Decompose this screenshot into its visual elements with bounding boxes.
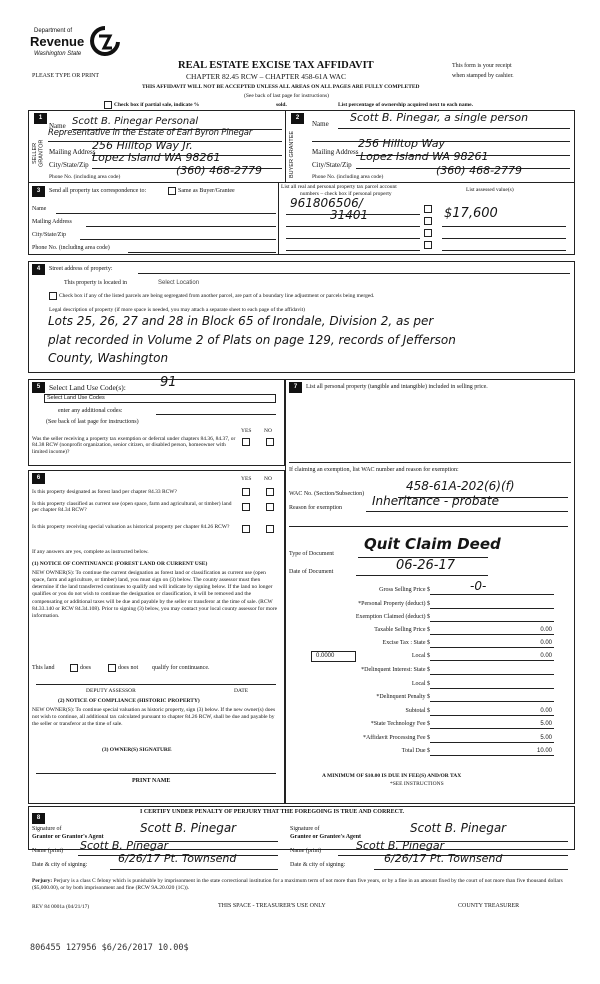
land-use-code[interactable]: 91 [160,375,177,390]
section-4-badge: 4 [32,264,45,275]
excise-state-value[interactable]: 0.00 [540,640,552,646]
this-land-label: This land [32,665,55,671]
gross-price-label: Gross Selling Price $ [379,587,430,593]
buyer-city-label: City/State/Zip [312,161,352,169]
grantee-print-name[interactable]: Scott B. Pinegar [356,839,445,852]
buyer-addr-label: Mailing Address [312,148,359,156]
wac-label: WAC No. (Section/Subsection) [289,491,365,497]
does-not-label: does not [118,665,139,671]
section-6-badge: 6 [32,473,45,484]
seller-name-2[interactable]: Representative in the Estate of Earl Byron Pinegar [48,128,253,138]
section-5-badge: 5 [32,382,45,393]
sec5-question: Was the seller receiving a property tax exemption or deferral under chapters 84.36, 84.37, or 84.38 RCW (nonprofit organization, senior citizen, or disabled person, homeowner with limited income)? [32,436,236,455]
grantor-date-city[interactable]: 6/26/17 Pt. Townsend [118,852,237,865]
parcel-number-2[interactable]: 31401 [330,208,369,222]
street-label: Street address of property: [49,266,113,272]
section-7-badge: 7 [289,382,302,393]
form-warning: THIS AFFIDAVIT WILL NOT BE ACCEPTED UNLESS ALL AREAS ON ALL PAGES ARE FULLY COMPLETED [142,84,420,90]
form-chapter: CHAPTER 82.45 RCW – CHAPTER 458-61A WAC [186,72,346,81]
form-see: (See back of last page for instructions) [244,93,329,99]
buyer-phone-label: Phone No. (including area code) [312,174,384,180]
buyer-address[interactable]: 256 Hilltop Way [358,137,445,150]
sec6-q3-no[interactable] [266,525,274,533]
sec6-question-3: Is this property receiving special valuation as historical property per chapter 84.26 RCW? [32,524,230,530]
gross-price-value[interactable]: -0- [470,579,487,593]
grantee-date-city[interactable]: 6/26/17 Pt. Townsend [384,852,503,865]
sec6-q1-yes[interactable] [242,488,250,496]
delinquent-local-label: Local $ [411,681,430,687]
sec6-q1-no[interactable] [266,488,274,496]
buyer-side-label: BUYER GRANTEE [289,130,295,178]
logo-name: Revenue [30,34,85,49]
corr-city-label: City/State/Zip [32,232,66,238]
legal-line-1[interactable]: Lots 25, 26, 27 and 28 in Block 65 of Irondale, Division 2, as per [48,314,434,328]
receipt-note-2: when stamped by cashier. [452,73,514,79]
same-as-buyer-checkbox[interactable] [168,187,176,195]
compliance-body: NEW OWNER(S): To continue special valuation as historic property, sign (3) below. If the new owner(s) does not wish to continue, all additional tax calculated pursuant to chapter 84.26 RCW, shall be due and payable by the seller or transferor at the time of sale. [32,707,276,728]
affidavit-fee-value[interactable]: 5.00 [540,735,552,741]
buyer-phone[interactable]: (360) 468-2779 [436,164,523,177]
personal-property-checkbox-1[interactable] [424,205,432,213]
personal-deduct-label: *Personal Property (deduct) $ [358,601,430,607]
total-due-value[interactable]: 10.00 [536,748,552,754]
does-checkbox[interactable] [70,664,78,672]
personal-property-checkbox-3[interactable] [424,229,432,237]
form-revision: REV 84 0001a (04/21/17) [32,904,90,910]
segregated-checkbox[interactable] [49,292,57,300]
subtotal-value[interactable]: 0.00 [540,708,552,714]
seller-name-label: Name [49,122,66,130]
subtotal-label: Subtotal $ [405,708,430,714]
parcel-number-1[interactable]: 961806506/ [290,196,363,210]
treasurer-use-label: THIS SPACE - TREASURER'S USE ONLY [218,903,326,909]
seller-addr-label: Mailing Address [49,148,96,156]
sec5-no-header: NO [264,428,272,434]
corr-addr-label: Mailing Address [32,219,72,225]
does-label: does [80,665,91,671]
logo-state: Washington State [34,51,82,57]
seller-city-label: City/State/Zip [49,161,89,169]
land-use-dropdown-text: Select Land Use Codes [47,395,105,401]
assessed-value[interactable]: $17,600 [444,206,498,221]
see-instructions-note: *SEE INSTRUCTIONS [390,781,444,787]
delinquent-penalty-label: *Delinquent Penalty $ [376,694,430,700]
wac-number[interactable]: 458-61A-202(6)(f) [406,479,515,493]
same-as-buyer-label: Same as Buyer/Grantee [178,188,235,194]
compliance-title: (2) NOTICE OF COMPLIANCE (HISTORIC PROPERTY) [58,698,200,704]
cashier-stamp: 806455 127956 $6/26/2017 10.00$ [30,943,189,953]
grantor-sig-label-2: Grantor or Grantor's Agent [32,834,104,840]
legal-label: Legal description of property (if more space is needed, you may attach a separate sheet to each page of the affidavit) [49,307,305,313]
delinquent-state-label: *Delinquent Interest: State $ [361,667,430,673]
segregated-label: Check box if any of the listed parcels are being segregated from another parcel, are part of a boundary line adjustment or parcels being merged. [59,293,375,299]
logo-dept: Department of [34,28,73,34]
seller-side-label: SELLER GRANTOR [32,139,45,167]
personal-property-label: List all personal property (tangible and intangible) included in selling price. [306,384,488,390]
doctype-label: Type of Document [289,551,334,557]
grantor-date-label: Date & city of signing: [32,862,88,868]
print-name-label: PRINT NAME [132,778,171,784]
grantee-date-label: Date & city of signing: [290,862,346,868]
grantee-sig-label-2: Grantee or Grantee's Agent [290,834,362,840]
docdate-label: Date of Document [289,569,334,575]
form-title: REAL ESTATE EXCISE TAX AFFIDAVIT [178,60,374,71]
section-3-badge: 3 [32,186,45,197]
buyer-name-label: Name [312,120,329,128]
excise-local-label: Local $ [411,653,430,659]
deputy-date-label: DATE [234,688,249,694]
land-use-see: (See back of last page for instructions) [46,419,139,425]
land-use-label: Select Land Use Code(s): [49,383,126,392]
county-treasurer-label: COUNTY TREASURER [458,903,520,909]
perjury-statement [32,878,572,892]
assessed-header: List assessed value(s) [466,187,514,193]
grantee-signature[interactable]: Scott B. Pinegar [410,821,507,835]
sec6-q2-no[interactable] [266,503,274,511]
legal-line-2[interactable]: plat recorded in Volume 2 of Plats on page 129, records of Jefferson [48,333,456,347]
grantor-print-name[interactable]: Scott B. Pinegar [80,839,169,852]
seller-phone-label: Phone No. (including area code) [49,174,121,180]
forest-land-box [28,470,285,804]
sec5-q1-yes[interactable] [242,438,250,446]
sec6-yes-header: YES [241,476,252,482]
location-select[interactable]: Select Location [158,280,200,286]
total-due-label: Total Due $ [401,748,430,754]
seller-address[interactable]: 256 Hilltop Way Jr. [92,139,193,152]
perjury-label: Perjury: [32,878,53,884]
personal-property-checkbox-2[interactable] [424,217,432,225]
buyer-city[interactable]: Lopez Island WA 98261 [360,150,489,163]
sec6-question-2: Is this property classified as current use (open space, farm and agricultural, or timber) land per chapter 84.34 RCW? [32,501,232,514]
sec6-ifany: If any answers are yes, complete as instructed below. [32,549,149,555]
continuance-body: NEW OWNER(S): To continue the current designation as forest land or classification as current use (open space, farm and agriculture, or timber) land, you must sign on (3) below. The county assessor must then determine if the land transferred continues to qualify and will indicate by signing below. If the land no longer qualifies or you do not wish to continue the designation or classification, it will be removed and the compensating or additional taxes will be due and payable by the seller or transferor at the time of sale. (RCW 84.33.140 or RCW 84.34.108). Prior to signing (3) below, you may contact your local county assessor for more information. [32,570,278,619]
additional-codes-label: enter any additional codes: [58,408,123,414]
seller-phone[interactable]: (360) 468-2779 [176,164,263,177]
excise-local-value[interactable]: 0.00 [540,653,552,659]
minimum-due-note: A MINIMUM OF $10.00 IS DUE IN FEE(S) AND/OR TAX [322,773,462,779]
grantor-sig-label-1: Signature of [32,826,62,832]
partial-sale-checkbox[interactable] [104,101,112,109]
affidavit-fee-label: *Affidavit Processing Fee $ [362,735,430,741]
taxable-price-value[interactable]: 0.00 [540,627,552,633]
partial-sale-label: Check box if partial sale, indicate % [114,102,200,108]
exemption-claim-label: If claiming an exemption, list WAC number and reason for exemption: [289,467,459,473]
personal-property-checkbox-4[interactable] [424,241,432,249]
legal-line-3[interactable]: County, Washington [48,351,169,365]
section-1-badge: 1 [34,113,47,124]
seller-name[interactable]: Scott B. Pinegar Personal [72,116,199,127]
certify-statement: I CERTIFY UNDER PENALTY OF PERJURY THAT THE FOREGOING IS TRUE AND CORRECT. [140,809,405,815]
sec6-q3-yes[interactable] [242,525,250,533]
deputy-assessor-label: DEPUTY ASSESSOR [86,688,136,694]
ownership-note: List percentage of ownership acquired next to each name. [338,102,473,108]
does-not-checkbox[interactable] [108,664,116,672]
perjury-text: Perjury is a class C felony which is punishable by imprisonment in the state correctional institution for a maximum term of not more than five years, or by a fine in an amount fixed by the court of not more than five thousand dollars ($5,000.00), or by both imprisonment and fine (RCW 9A.20.020 (1C)). [32,878,563,892]
parcel-header-1: List all real and personal property tax parcel account [281,184,397,190]
print-note: PLEASE TYPE OR PRINT [32,73,100,79]
parcel-header-2: numbers – check box if personal property [300,191,392,197]
department-logo-icon [90,26,120,58]
exemption-deduct-label: Exemption Claimed (deduct) $ [355,614,430,620]
owner-signature-label: (3) OWNER(S) SIGNATURE [102,747,172,753]
grantee-name-label: Name (print) [290,848,322,854]
tax-rate: 0.0000 [316,653,335,659]
sec6-question-1: Is this property designated as forest land per chapter 84.33 RCW? [32,489,177,495]
sec5-yes-header: YES [241,428,252,434]
buyer-name[interactable]: Scott B. Pinegar, a single person [350,111,529,124]
section-2-badge: 2 [291,113,304,124]
tech-fee-label: *State Technology Fee $ [370,721,430,727]
qualify-label: qualify for continuance. [152,665,210,671]
grantor-signature[interactable]: Scott B. Pinegar [140,821,237,835]
section-8-badge: 8 [32,813,45,824]
grantor-name-label: Name (print) [32,848,64,854]
partial-sold-label: sold. [276,102,287,108]
grantee-sig-label-1: Signature of [290,826,320,832]
sec6-q2-yes[interactable] [242,503,250,511]
exemption-reason[interactable]: Inheritance - probate [372,494,499,508]
sec6-no-header: NO [264,476,272,482]
sec5-q1-no[interactable] [266,438,274,446]
document-type[interactable]: Quit Claim Deed [364,535,501,553]
reason-label: Reason for exemption [289,505,342,511]
continuance-title: (1) NOTICE OF CONTINUANCE (FOREST LAND OR CURRENT USE) [32,561,208,567]
excise-state-label: Excise Tax : State $ [382,640,430,646]
correspondence-label: Send all property tax correspondence to: [49,188,147,194]
corr-phone-label: Phone No. (including area code) [32,245,110,251]
located-label: This property is located in [64,280,127,286]
corr-name-label: Name [32,206,47,212]
document-date[interactable]: 06-26-17 [396,558,456,573]
receipt-note-1: This form is your receipt [452,63,512,69]
taxable-price-label: Taxable Selling Price $ [374,627,430,633]
revenue-logo [28,24,128,64]
tech-fee-value[interactable]: 5.00 [540,721,552,727]
seller-city[interactable]: Lopez Island WA 98261 [92,151,221,164]
